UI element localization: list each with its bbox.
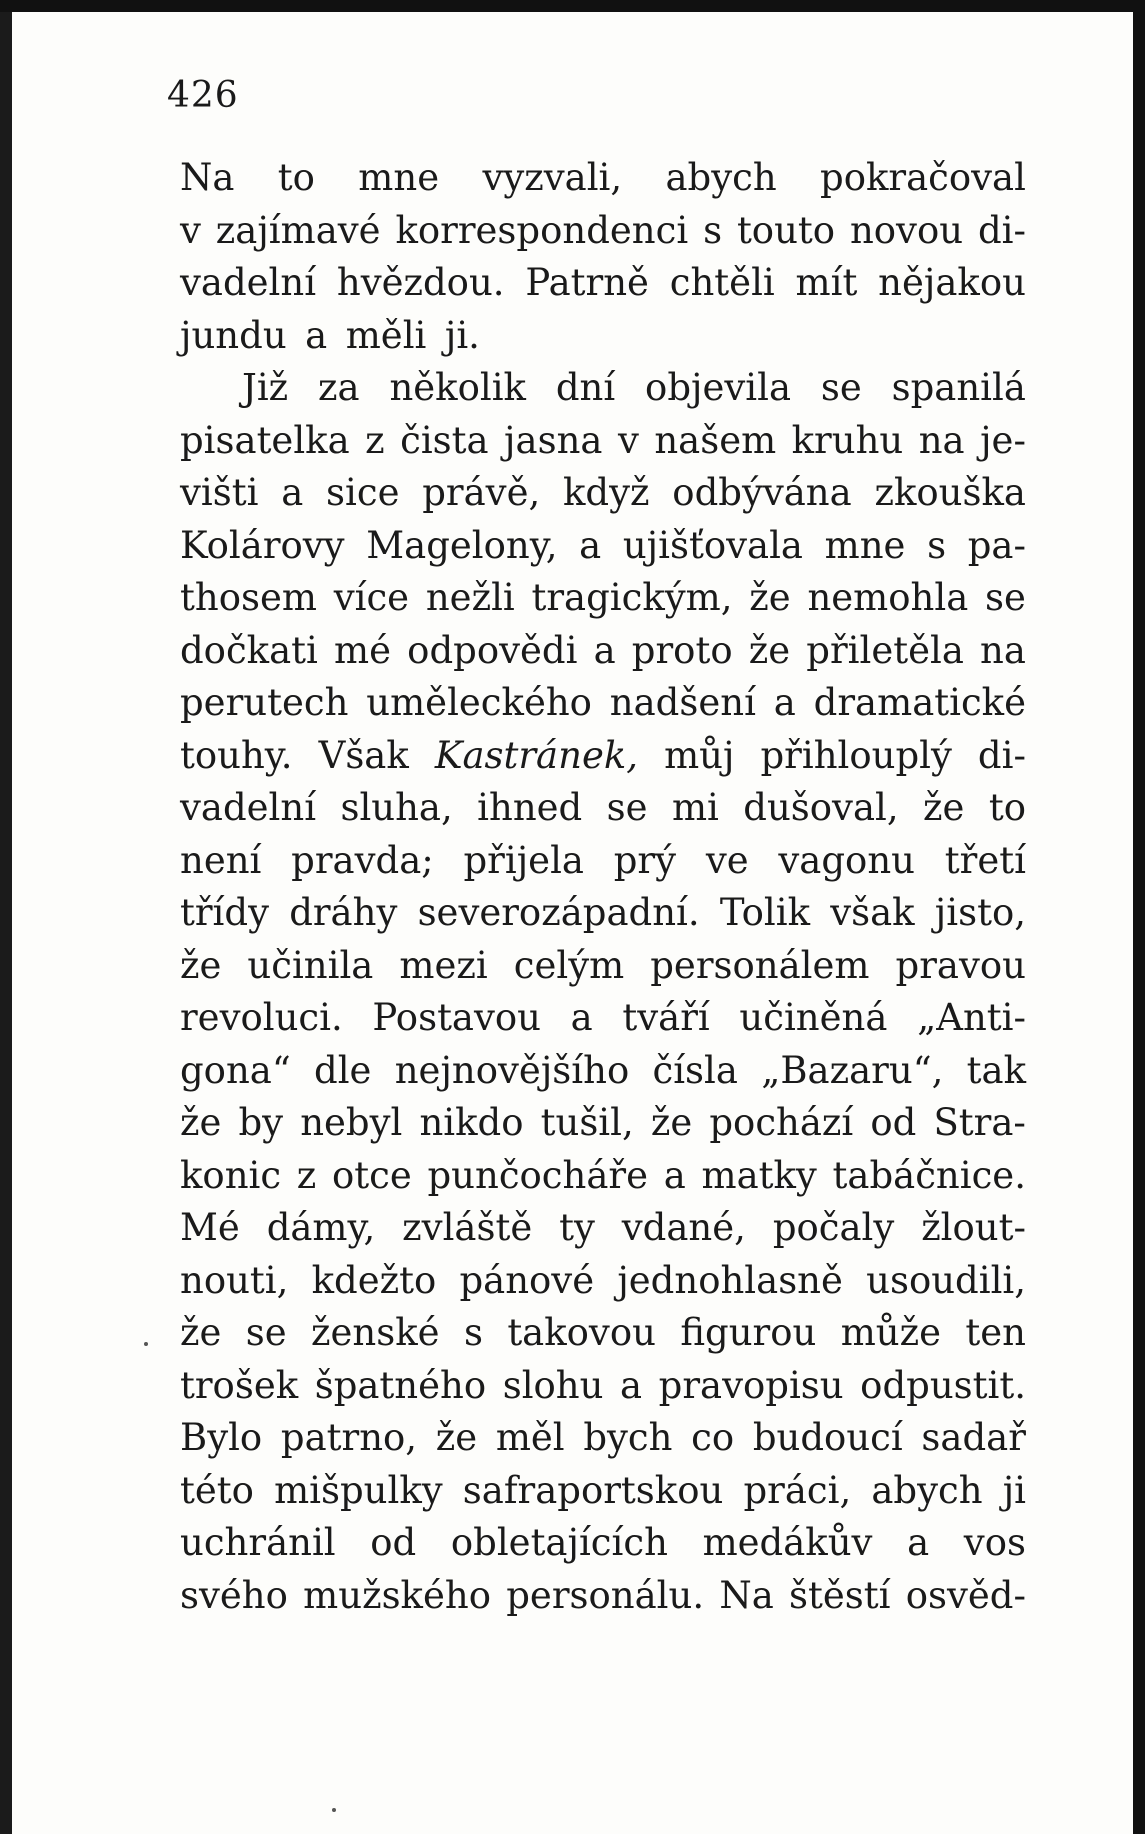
word: touto: [736, 208, 836, 252]
word: tváří: [622, 996, 710, 1039]
word: vos: [963, 1521, 1026, 1564]
text-line: [180, 1465, 1026, 1518]
word: vadelní: [180, 786, 317, 829]
word: thosem: [180, 576, 317, 619]
word: se: [820, 366, 862, 409]
word: s: [703, 208, 723, 252]
word: di-: [977, 733, 1026, 777]
text-line: [180, 415, 1026, 468]
word: dušoval,: [743, 786, 899, 829]
word: přiletěla: [806, 628, 964, 672]
word: dní: [555, 366, 616, 409]
word: zkouška: [874, 471, 1026, 514]
word: by: [238, 1101, 284, 1144]
word: více: [333, 576, 410, 619]
word: punčocháře: [427, 1153, 649, 1197]
scan-top-edge: [0, 0, 1145, 12]
word: korrespondenci: [395, 208, 689, 252]
word: nikdo: [419, 1101, 524, 1144]
text-line: [180, 730, 1026, 783]
word: a: [663, 1153, 686, 1197]
word: dámy,: [266, 1206, 376, 1249]
word: že: [180, 1101, 222, 1144]
word: se: [985, 576, 1026, 619]
word: proto: [631, 628, 733, 672]
word: figurou: [680, 1311, 817, 1354]
word: přijela: [463, 838, 584, 882]
word: může: [840, 1311, 942, 1354]
word: měli: [345, 313, 427, 357]
word: není: [180, 838, 262, 882]
word: kdežto: [311, 1258, 437, 1302]
word: nebyl: [300, 1101, 403, 1144]
word: objevila: [645, 366, 792, 409]
text-line: [180, 572, 1026, 625]
text-line: [180, 835, 1026, 888]
text-line: [180, 310, 1026, 363]
word: právě,: [422, 471, 541, 514]
text-line: [180, 940, 1026, 993]
word: „Bazaru“,: [761, 1048, 944, 1092]
text-line: [180, 1412, 1026, 1465]
word: Bylo: [180, 1416, 263, 1459]
word: slohu: [502, 1363, 604, 1407]
page-number: 426: [167, 75, 239, 116]
word: a: [620, 1363, 643, 1407]
word: mne: [824, 523, 906, 567]
word: a: [305, 313, 328, 357]
word: přihlouplý: [760, 733, 952, 777]
word: třetí: [944, 838, 1026, 882]
word: odpustit.: [860, 1363, 1026, 1407]
text-line: [180, 1255, 1026, 1308]
word: višti: [180, 471, 259, 514]
word: počaly: [772, 1206, 895, 1249]
word: abych: [871, 1468, 983, 1512]
word: vagonu: [778, 838, 915, 882]
word: učiněná: [739, 996, 888, 1039]
word: safraportskou: [462, 1468, 724, 1512]
word: a: [570, 996, 593, 1039]
text-line: [180, 467, 1026, 520]
word: štěstí: [789, 1573, 891, 1617]
word: pa-: [967, 523, 1026, 567]
word: sadař: [921, 1416, 1026, 1459]
speck: [332, 1808, 336, 1812]
word: sice: [326, 471, 400, 514]
word: novou: [849, 208, 964, 252]
word: Již: [242, 366, 289, 409]
word: Kastránek,: [434, 733, 639, 777]
word: pisatelka: [180, 418, 350, 462]
word: nežli: [425, 576, 515, 619]
text-line: [180, 782, 1026, 835]
word: budoucí: [752, 1416, 903, 1459]
word: ženské: [311, 1311, 440, 1354]
word: hvězdou.: [336, 261, 505, 304]
word: od: [370, 1521, 417, 1564]
word: se: [245, 1311, 287, 1354]
book-page: [12, 12, 1133, 1834]
word: odbývána: [672, 471, 852, 514]
word: severozápadní.: [417, 891, 700, 934]
speck: [144, 1342, 148, 1346]
word: a: [281, 471, 304, 514]
word: chtěli: [669, 261, 775, 304]
word: však: [830, 891, 915, 934]
word: že: [180, 943, 222, 987]
word: s: [463, 1311, 483, 1354]
word: pochází: [709, 1101, 854, 1144]
word: jednohlasně: [617, 1258, 843, 1302]
text-line: [180, 362, 1026, 415]
word: spanilá: [891, 366, 1026, 409]
word: tabáčnice.: [832, 1153, 1026, 1197]
word: je-: [980, 418, 1026, 462]
word: tak: [966, 1048, 1026, 1092]
word: ihned: [477, 786, 583, 829]
word: čísla: [652, 1048, 738, 1092]
word: jasna: [504, 418, 603, 462]
word: z: [296, 1153, 317, 1197]
word: že: [923, 786, 965, 829]
word: ji: [1002, 1468, 1026, 1512]
word: a: [907, 1521, 930, 1564]
word: dočkati: [180, 628, 318, 672]
word: že: [180, 1311, 222, 1354]
word: práci,: [743, 1468, 852, 1512]
word: Na: [719, 1573, 774, 1617]
word: pánové: [459, 1258, 595, 1302]
word: na: [980, 628, 1026, 672]
scan-right-edge: [1133, 0, 1145, 1834]
word: matky: [701, 1153, 817, 1197]
word: našem: [654, 418, 777, 462]
word: vadelní: [180, 261, 317, 304]
word: gona“: [180, 1048, 291, 1092]
word: ujišťovala: [622, 523, 803, 567]
word: celým: [513, 943, 625, 987]
text-line: [180, 1150, 1026, 1203]
text-line: [180, 1517, 1026, 1570]
word: trošek: [180, 1363, 299, 1407]
word: žlout-: [921, 1206, 1026, 1249]
word: jundu: [180, 313, 287, 357]
word: že: [748, 628, 791, 672]
word: pravopisu: [658, 1363, 844, 1407]
text-line: [180, 205, 1026, 258]
word: Však: [318, 733, 409, 777]
word: Na: [180, 156, 235, 199]
text-line: [180, 1307, 1026, 1360]
word: to: [988, 786, 1026, 829]
word: pravou: [895, 943, 1026, 987]
word: několik: [389, 366, 526, 409]
word: personálu.: [506, 1573, 705, 1617]
word: Kolárovy: [180, 523, 345, 567]
word: nouti,: [180, 1258, 289, 1302]
word: mne: [358, 156, 440, 199]
word: konic: [180, 1153, 282, 1197]
word: dráhy: [289, 891, 398, 934]
word: že: [749, 576, 791, 619]
word: ve: [705, 838, 749, 882]
word: ty: [559, 1206, 595, 1249]
word: revoluci.: [180, 996, 343, 1039]
word: svého: [180, 1573, 288, 1617]
word: v: [180, 208, 201, 252]
word: třídy: [180, 891, 269, 934]
word: tušil,: [540, 1101, 634, 1144]
word: učinila: [247, 943, 374, 987]
word: čista: [400, 418, 489, 462]
word: zvláště: [402, 1206, 533, 1249]
word: nejnovějšího: [394, 1048, 630, 1092]
word: Tolik: [719, 891, 810, 934]
text-line: [180, 887, 1026, 940]
text-line: [180, 1045, 1026, 1098]
word: di-: [977, 208, 1026, 252]
word: co: [691, 1416, 735, 1459]
word: když: [563, 471, 650, 514]
word: měl: [495, 1416, 565, 1459]
word: a: [593, 628, 616, 672]
word: dramatické: [813, 681, 1026, 724]
word: mišpulky: [274, 1468, 443, 1512]
word: od: [870, 1101, 917, 1144]
word: Mé: [180, 1206, 240, 1249]
word: zajímavé: [215, 208, 381, 252]
text-line: [180, 257, 1026, 310]
scan-left-edge: [0, 0, 12, 1834]
word: otce: [332, 1153, 412, 1197]
word: jisto,: [934, 891, 1026, 934]
word: bych: [583, 1416, 673, 1459]
word: mé: [334, 628, 392, 672]
word: pravda;: [291, 838, 434, 882]
word: nadšení: [609, 681, 756, 724]
word: tragickým,: [531, 576, 733, 619]
word: takovou: [507, 1311, 656, 1354]
text-line: [180, 1570, 1026, 1623]
word: že: [435, 1416, 478, 1459]
word: špatného: [314, 1363, 487, 1407]
text-line: [180, 1360, 1026, 1413]
word: odpovědi: [407, 628, 578, 672]
word: z: [365, 418, 385, 462]
word: usoudili,: [866, 1258, 1026, 1302]
text-line: [180, 520, 1026, 573]
word: mezi: [399, 943, 488, 987]
word: medákův: [702, 1521, 873, 1564]
text-line: [180, 152, 1026, 205]
word: obletajících: [450, 1521, 668, 1564]
text-line: [180, 1097, 1026, 1150]
word: mít: [795, 261, 858, 304]
word: s: [927, 523, 947, 567]
word: se: [606, 786, 648, 829]
word: nějakou: [878, 261, 1026, 304]
text-line: [180, 992, 1026, 1045]
word: Patrně: [525, 261, 649, 304]
word: Postavou: [372, 996, 542, 1039]
word: nemohla: [807, 576, 969, 619]
word: personálem: [650, 943, 870, 987]
word: v: [617, 418, 639, 462]
word: kruhu: [791, 418, 904, 462]
word: abych: [665, 156, 777, 199]
body-text: [180, 152, 1026, 1622]
word: mi: [671, 786, 719, 829]
word: na: [918, 418, 965, 462]
word: vyzvali,: [482, 156, 623, 199]
word: můj: [664, 733, 735, 777]
word: za: [318, 366, 360, 409]
word: pokračoval: [820, 156, 1026, 199]
word: a: [579, 523, 602, 567]
word: „Anti-: [917, 996, 1026, 1039]
word: sluha,: [340, 786, 453, 829]
word: uchránil: [180, 1521, 336, 1564]
word: vdané,: [621, 1206, 746, 1249]
word: dle: [314, 1048, 372, 1092]
word: mužského: [303, 1573, 491, 1617]
word: Magelony,: [366, 523, 558, 567]
word: Stra-: [933, 1101, 1026, 1144]
word: uměleckého: [366, 681, 592, 724]
word: perutech: [180, 681, 349, 724]
word: to: [277, 156, 315, 199]
text-line: [180, 677, 1026, 730]
word: této: [180, 1468, 254, 1512]
word: touhy.: [180, 733, 293, 777]
text-line: [180, 1202, 1026, 1255]
text-line: [180, 625, 1026, 678]
word: ten: [965, 1311, 1026, 1354]
word: osvěd-: [905, 1573, 1026, 1617]
word: patrno,: [280, 1416, 418, 1459]
word: a: [773, 681, 796, 724]
word: prý: [613, 838, 677, 882]
word: že: [650, 1101, 693, 1144]
word: ji.: [444, 313, 480, 357]
